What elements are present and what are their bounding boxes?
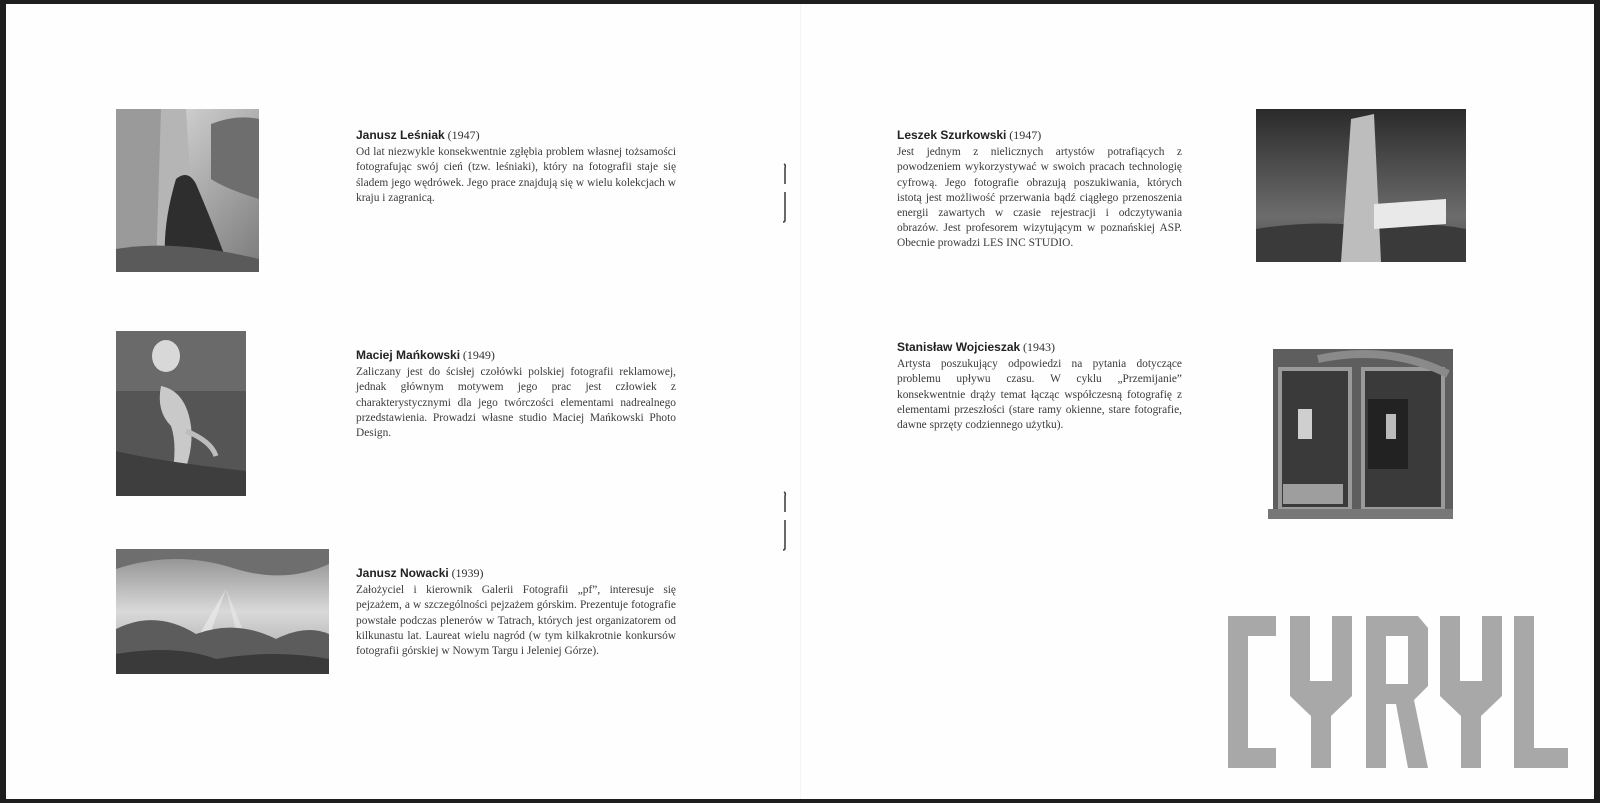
- artist-bio: Jest jednym z nielicznych artystów potrafiących z powodzeniem wykorzystywać w swoich pracach technologię cyfrową. Jego fotografie obrazują poszukiwania, których istotą jest możliwość przerwania bądź ciągłego przenoszenia energii zawartych w czasie rejestracji i odczytywania obrazów. Jest profesorem wizytującym w poznańskiej ASP. Obecnie prowadzi LES INC STUDIO.: [897, 146, 1182, 250]
- bio-lesniak: [356, 128, 676, 206]
- artist-bio: Założyciel i kierownik Galerii Fotografii „pf”, interesuje się pejzażem, a w szczególności pejzażem górskim. Prezentuje fotografie powstałe podczas plenerów w Tatrach, których jest organizatorem od kilkunastu lat. Laureat wielu nagród (w tym kilkakrotnie konkursów fotografii górskiej w Nowym Targu i Jeleniej Górze).: [356, 584, 676, 658]
- artist-name: Janusz Leśniak: [356, 128, 445, 142]
- artist-year: (1949): [462, 348, 495, 362]
- artist-bio: Od lat niezwykle konsekwentnie zgłębia problem własnej tożsamości fotografując swój cień (tzw. leśniaki), który na fotografii staje się śladem jego wędrówek. Jego prace znajdują się w wielu kolekcjach w kraju i zagranicą.: [356, 146, 676, 204]
- bio-szurkowski: [897, 128, 1182, 252]
- bio-mankowski: [356, 348, 676, 441]
- photo-szurkowski: [1256, 109, 1466, 262]
- artist-year: (1947): [447, 128, 480, 142]
- artist-bio: Zaliczany jest do ścisłej czołówki polskiej fotografii reklamowej, jednak głównym motywem jego prac jest człowiek z charakterystycznymi dla jego twórczości elementami nadrealnego przedstawienia. Prowadzi własne studio Maciej Mańkowski Photo Design.: [356, 366, 676, 440]
- bio-wojcieszak: [897, 340, 1182, 433]
- binding-stitch-bottom: [780, 490, 790, 552]
- photo-wojcieszak: [1268, 344, 1460, 524]
- photo-nowacki: [116, 549, 329, 674]
- photo-mankowski: [116, 331, 246, 496]
- artist-year: (1947): [1009, 128, 1042, 142]
- artist-bio: Artysta poszukujący odpowiedzi na pytania dotyczące problemu upływu czasu. W cyklu „Przemijanie” konsekwentnie drąży temat łącząc współczesną fotografię z elementami przeszłości (stare ramy okienne, stare fotografie, dawne sprzęty codziennego użytku).: [897, 358, 1182, 432]
- artist-name: Stanisław Wojcieszak: [897, 340, 1021, 354]
- artist-name: Leszek Szurkowski: [897, 128, 1007, 142]
- photo-lesniak: [116, 109, 259, 272]
- artist-year: (1943): [1023, 340, 1056, 354]
- binding-stitch-top: [780, 162, 790, 224]
- bio-nowacki: [356, 566, 676, 659]
- cyryl-logo: [1228, 616, 1568, 768]
- artist-year: (1939): [451, 566, 484, 580]
- center-fold: [800, 4, 801, 799]
- catalog-spread: [6, 4, 1594, 799]
- artist-name: Janusz Nowacki: [356, 566, 449, 580]
- artist-name: Maciej Mańkowski: [356, 348, 461, 362]
